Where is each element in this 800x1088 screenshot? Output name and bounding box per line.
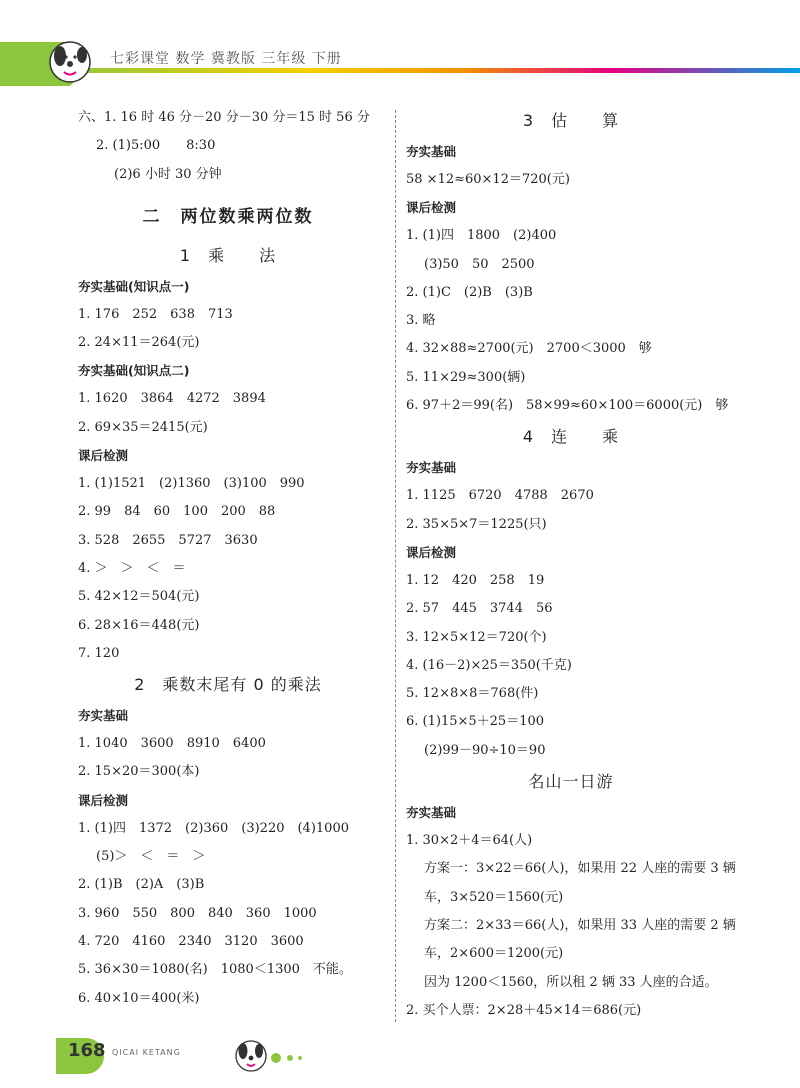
answer-line: 2. 57 445 3744 56 — [406, 601, 553, 617]
answer-line: 7. 120 — [78, 645, 120, 661]
answer-line: 3. 略 — [406, 313, 436, 329]
answer-line: 1. (1)四 1800 (2)400 — [406, 228, 557, 244]
page-number: 168 — [68, 1040, 106, 1061]
answer-line: 方案一：3×22＝66(人)，如果用 22 人座的需要 3 辆 — [424, 861, 736, 877]
section-title: 1 乘 法 — [179, 245, 277, 265]
section-title: 3 估 算 — [522, 111, 620, 130]
puppy-mascot-icon — [50, 42, 90, 82]
answer-line: 5. 11×29≈300(辆) — [406, 369, 526, 385]
answer-line: 六、1. 16 时 46 分－20 分－30 分＝15 时 56 分 — [78, 110, 370, 125]
column-divider — [395, 110, 396, 1022]
subsection-heading: 夯实基础 — [406, 805, 457, 821]
answer-line: 4. ＞ ＞ ＜ ＝ — [78, 560, 186, 576]
header-title: 七彩课堂 数学 冀教版 三年级 下册 — [110, 51, 342, 67]
right-column — [406, 100, 736, 1025]
answer-line: 1. (1)1521 (2)1360 (3)100 990 — [78, 476, 305, 492]
subsection-heading: 夯实基础(知识点二) — [78, 363, 190, 379]
subsection-heading: 课后检测 — [78, 448, 129, 464]
answer-line: 1. (1)四 1372 (2)360 (3)220 (4)1000 — [78, 820, 349, 836]
subsection-heading: 课后检测 — [78, 792, 129, 808]
section-title: 名山一日游 — [528, 772, 614, 792]
section-title: 4 连 乘 — [522, 427, 620, 447]
answer-line: 3. 12×5×12＝720(个) — [406, 629, 547, 645]
answer-line: 因为 1200＜1560，所以租 2 辆 33 人座的合适。 — [424, 974, 718, 990]
answer-line: 1. 1125 6720 4788 2670 — [406, 488, 594, 504]
answer-line: 2. 买个人票：2×28＋45×14＝686(元) — [406, 1002, 642, 1018]
answer-line: 5. 36×30＝1080(名) 1080＜1300 不能。 — [78, 962, 352, 978]
answer-line: 6. (1)15×5＋25＝100 — [406, 714, 545, 730]
answer-line: 2. (1)C (2)B (3)B — [406, 284, 533, 300]
answer-line: 车，3×520＝1560(元) — [424, 889, 564, 905]
answer-line: 2. 99 84 60 100 200 88 — [78, 504, 276, 520]
answer-line: 2. (1)5:00 8:30 — [96, 138, 216, 154]
answer-line: 2. 15×20＝300(本) — [78, 764, 200, 780]
answer-line: 4. 32×88≈2700(元) 2700＜3000 够 — [406, 341, 652, 357]
answer-line: 1. 30×2＋4＝64(人) — [406, 833, 533, 849]
subsection-heading: 课后检测 — [406, 200, 457, 216]
answer-line: 2. 35×5×7＝1225(只) — [406, 516, 547, 532]
answer-line: 3. 528 2655 5727 3630 — [78, 532, 258, 548]
answer-line: 2. 24×11＝264(元) — [78, 335, 200, 351]
answer-line: 1. 176 252 638 713 — [78, 306, 233, 322]
answer-line: 方案二：2×33＝66(人)，如果用 33 人座的需要 2 辆 — [424, 917, 736, 933]
left-column — [78, 100, 378, 1013]
subsection-heading: 夯实基础 — [78, 708, 129, 724]
answer-line: (2)99－90÷10＝90 — [424, 742, 546, 758]
footer-dot — [271, 1053, 281, 1063]
answer-line: 4. (16－2)×25＝350(千克) — [406, 657, 572, 673]
answer-line: 6. 28×16＝448(元) — [78, 617, 200, 633]
puppy-mascot-icon — [236, 1041, 266, 1071]
answer-line: 58 ×12≈60×12＝720(元) — [406, 172, 570, 187]
answer-line: 6. 40×10＝400(米) — [78, 990, 200, 1006]
answer-line: 5. 12×8×8＝768(件) — [406, 686, 539, 702]
answer-line: 2. 69×35＝2415(元) — [78, 419, 208, 435]
subsection-heading: 夯实基础(知识点一) — [78, 278, 190, 294]
answer-line: (2)6 小时 30 分钟 — [114, 166, 222, 182]
answer-line: 1. 1620 3864 4272 3894 — [78, 391, 266, 407]
answer-line: 4. 720 4160 2340 3120 3600 — [78, 933, 304, 949]
rainbow-stripe — [48, 68, 800, 73]
chapter-title: 二 两位数乘两位数 — [142, 206, 314, 227]
section-title: 2 乘数末尾有 0 的乘法 — [134, 675, 322, 695]
answer-line: 1. 12 420 258 19 — [406, 572, 545, 588]
subsection-heading: 夯实基础 — [406, 460, 457, 476]
footer-brand: QICAI KETANG — [112, 1048, 181, 1057]
answer-line: 车，2×600＝1200(元) — [424, 946, 564, 962]
subsection-heading: 夯实基础 — [406, 144, 457, 159]
answer-line: (5)＞ ＜ ＝ ＞ — [96, 849, 206, 865]
answer-line: 5. 42×12＝504(元) — [78, 589, 200, 605]
footer-dot — [298, 1056, 302, 1060]
answer-line: 2. (1)B (2)A (3)B — [78, 877, 205, 893]
footer-dot — [287, 1055, 293, 1061]
answer-line: 3. 960 550 800 840 360 1000 — [78, 905, 317, 921]
subsection-heading: 课后检测 — [406, 544, 457, 560]
answer-line: 1. 1040 3600 8910 6400 — [78, 736, 266, 752]
answer-line: 6. 97＋2＝99(名) 58×99≈60×100＝6000(元) 够 — [406, 398, 729, 414]
answer-line: (3)50 50 2500 — [424, 256, 535, 272]
